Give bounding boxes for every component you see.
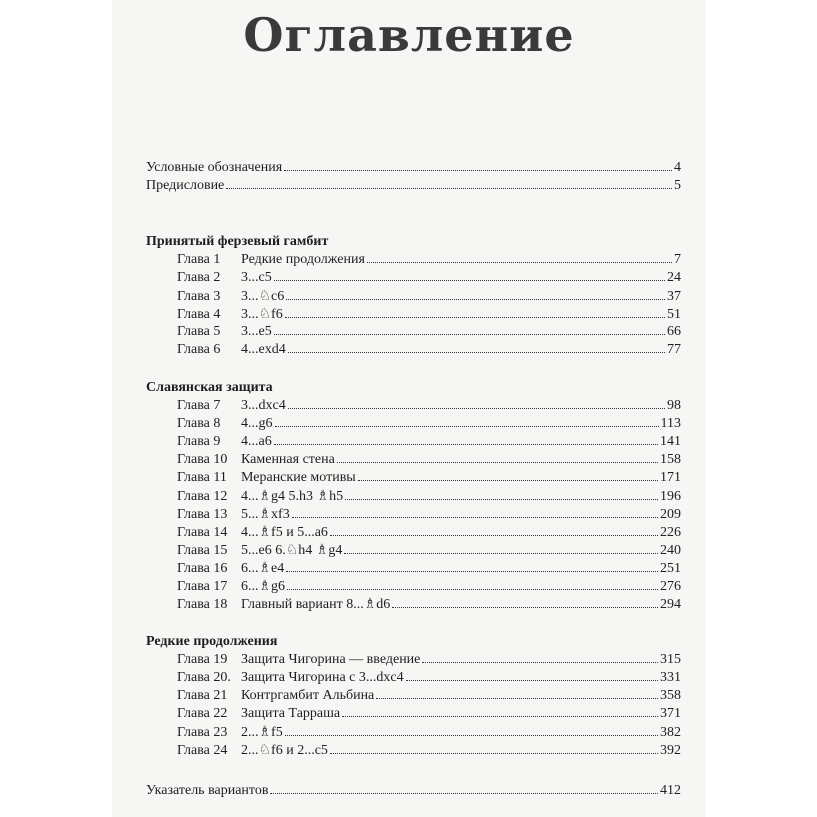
chapter-page: 294	[660, 597, 681, 612]
chapter-label: Глава 18	[177, 597, 228, 612]
dot-leader	[345, 499, 658, 500]
table-of-contents	[146, 160, 681, 801]
chapter-label: Глава 9	[177, 434, 221, 449]
chapter-page: 226	[660, 525, 681, 540]
toc-chapter-row	[146, 434, 681, 452]
toc-entry-title: Указатель вариантов	[146, 783, 269, 798]
toc-chapter-row	[146, 452, 681, 470]
chapter-title: 6...♗e4	[241, 561, 285, 576]
dot-leader	[284, 170, 672, 171]
toc-chapter-row	[146, 324, 681, 342]
toc-entry-symbols	[146, 160, 681, 178]
chapter-page: 276	[660, 579, 681, 594]
chapter-title: 3...c5	[241, 270, 272, 285]
chapter-title: Редкие продолжения	[241, 252, 365, 267]
toc-chapter-row	[146, 742, 681, 760]
chapter-label: Глава 21	[177, 688, 228, 703]
chapter-title: Главный вариант 8...♗d6	[241, 597, 391, 612]
chapter-page: 51	[667, 307, 681, 322]
chapter-title: 2...♘f6 и 2...c5	[241, 743, 328, 758]
chapter-label: Глава 6	[177, 342, 221, 357]
dot-leader	[274, 334, 665, 335]
dot-leader	[342, 716, 658, 717]
chapter-page: 331	[660, 670, 681, 685]
dot-leader	[288, 408, 665, 409]
toc-entry-title: Условные обозначения	[146, 160, 283, 175]
toc-chapter-row	[146, 288, 681, 306]
chapter-label: Глава 16	[177, 561, 228, 576]
chapter-page: 382	[660, 725, 681, 740]
chapter-label: Глава 23	[177, 725, 228, 740]
dot-leader	[275, 426, 659, 427]
toc-entry-page: 4	[674, 160, 681, 175]
chapter-label: Глава 17	[177, 579, 228, 594]
chapter-title: Защита Чигорина с 3...dxc4	[241, 670, 404, 685]
section-heading: Славянская защита	[146, 380, 273, 395]
toc-chapter-row	[146, 306, 681, 324]
toc-chapter-row	[146, 688, 681, 706]
chapter-page: 37	[667, 289, 681, 304]
section-heading: Принятый ферзевый гамбит	[146, 234, 329, 249]
page-title: Оглавление	[243, 8, 575, 62]
chapter-label: Глава 12	[177, 489, 228, 504]
dot-leader	[330, 535, 658, 536]
dot-leader	[286, 571, 658, 572]
chapter-page: 171	[660, 470, 681, 485]
dot-leader	[337, 462, 658, 463]
chapter-label: Глава 1	[177, 252, 221, 267]
chapter-label: Глава 10	[177, 452, 228, 467]
chapter-title: 5...♗xf3	[241, 507, 290, 522]
toc-entry-title: Предисловие	[146, 178, 225, 193]
chapter-title: 2...♗f5	[241, 725, 283, 740]
dot-leader	[226, 188, 672, 189]
toc-entry-preface	[146, 178, 681, 196]
dot-leader	[406, 680, 658, 681]
chapter-page: 240	[660, 543, 681, 558]
toc-chapter-row	[146, 398, 681, 416]
chapter-page: 66	[667, 324, 681, 339]
chapter-label: Глава 7	[177, 398, 221, 413]
toc-chapter-row	[146, 652, 681, 670]
section-heading: Редкие продолжения	[146, 634, 278, 649]
chapter-label: Глава 8	[177, 416, 221, 431]
chapter-label: Глава 4	[177, 307, 221, 322]
chapter-label: Глава 22	[177, 706, 228, 721]
toc-chapter-row	[146, 670, 681, 688]
dot-leader	[286, 299, 665, 300]
chapter-label: Глава 3	[177, 289, 221, 304]
chapter-title: 4...exd4	[241, 342, 286, 357]
chapter-label: Глава 11	[177, 470, 227, 485]
chapter-title: 3...e5	[241, 324, 272, 339]
chapter-title: 5...e6 6.♘h4 ♗g4	[241, 543, 343, 558]
toc-entry-page: 5	[674, 178, 681, 193]
chapter-page: 113	[660, 416, 681, 431]
chapter-title: 3...dxc4	[241, 398, 286, 413]
chapter-page: 141	[660, 434, 681, 449]
chapter-title: Меранские мотивы	[241, 470, 356, 485]
dot-leader	[285, 735, 658, 736]
chapter-title: 3...♘c6	[241, 289, 285, 304]
chapter-page: 315	[660, 652, 681, 667]
chapter-page: 7	[674, 252, 681, 267]
dot-leader	[274, 444, 658, 445]
dot-leader	[285, 317, 665, 318]
dot-leader	[330, 753, 658, 754]
toc-entry-index	[146, 783, 681, 801]
chapter-title: Защита Чигорина — введение	[241, 652, 421, 667]
chapter-title: Каменная стена	[241, 452, 335, 467]
chapter-page: 358	[660, 688, 681, 703]
chapter-page: 77	[667, 342, 681, 357]
chapter-title: Защита Тарраша	[241, 706, 341, 721]
chapter-label: Глава 13	[177, 507, 228, 522]
section-chapters	[146, 398, 681, 614]
chapter-page: 158	[660, 452, 681, 467]
chapter-label: Глава 20.	[177, 670, 231, 685]
toc-chapter-row	[146, 270, 681, 288]
chapter-page: 196	[660, 489, 681, 504]
chapter-page: 251	[660, 561, 681, 576]
chapter-page: 24	[667, 270, 681, 285]
dot-leader	[344, 553, 658, 554]
section-chapters	[146, 652, 681, 760]
toc-chapter-row	[146, 542, 681, 560]
chapter-title: Контргамбит Альбина	[241, 688, 375, 703]
toc-chapter-row	[146, 342, 681, 360]
dot-leader	[358, 480, 658, 481]
chapter-page: 98	[667, 398, 681, 413]
chapter-page: 392	[660, 743, 681, 758]
toc-chapter-row	[146, 706, 681, 724]
dot-leader	[392, 607, 658, 608]
chapter-title: 4...♗g4 5.h3 ♗h5	[241, 489, 344, 504]
toc-chapter-row	[146, 560, 681, 578]
chapter-title: 4...g6	[241, 416, 273, 431]
chapter-page: 371	[660, 706, 681, 721]
dot-leader	[292, 517, 658, 518]
chapter-title: 4...a6	[241, 434, 272, 449]
toc-chapter-row	[146, 416, 681, 434]
chapter-label: Глава 24	[177, 743, 228, 758]
section-chapters	[146, 252, 681, 360]
dot-leader	[376, 698, 658, 699]
toc-chapter-row	[146, 470, 681, 488]
dot-leader	[274, 280, 665, 281]
chapter-page: 209	[660, 507, 681, 522]
chapter-title: 6...♗g6	[241, 579, 286, 594]
dot-leader	[287, 589, 658, 590]
dot-leader	[288, 352, 665, 353]
toc-chapter-row	[146, 578, 681, 596]
dot-leader	[270, 793, 658, 794]
chapter-label: Глава 2	[177, 270, 221, 285]
toc-chapter-row	[146, 252, 681, 270]
toc-chapter-row	[146, 488, 681, 506]
dot-leader	[367, 262, 672, 263]
chapter-title: 3...♘f6	[241, 307, 283, 322]
toc-chapter-row	[146, 724, 681, 742]
chapter-title: 4...♗f5 и 5...a6	[241, 525, 328, 540]
toc-chapter-row	[146, 596, 681, 614]
chapter-label: Глава 19	[177, 652, 228, 667]
chapter-label: Глава 15	[177, 543, 228, 558]
toc-chapter-row	[146, 524, 681, 542]
chapter-label: Глава 5	[177, 324, 221, 339]
toc-chapter-row	[146, 506, 681, 524]
chapter-label: Глава 14	[177, 525, 228, 540]
dot-leader	[422, 662, 658, 663]
toc-entry-page: 412	[660, 783, 681, 798]
